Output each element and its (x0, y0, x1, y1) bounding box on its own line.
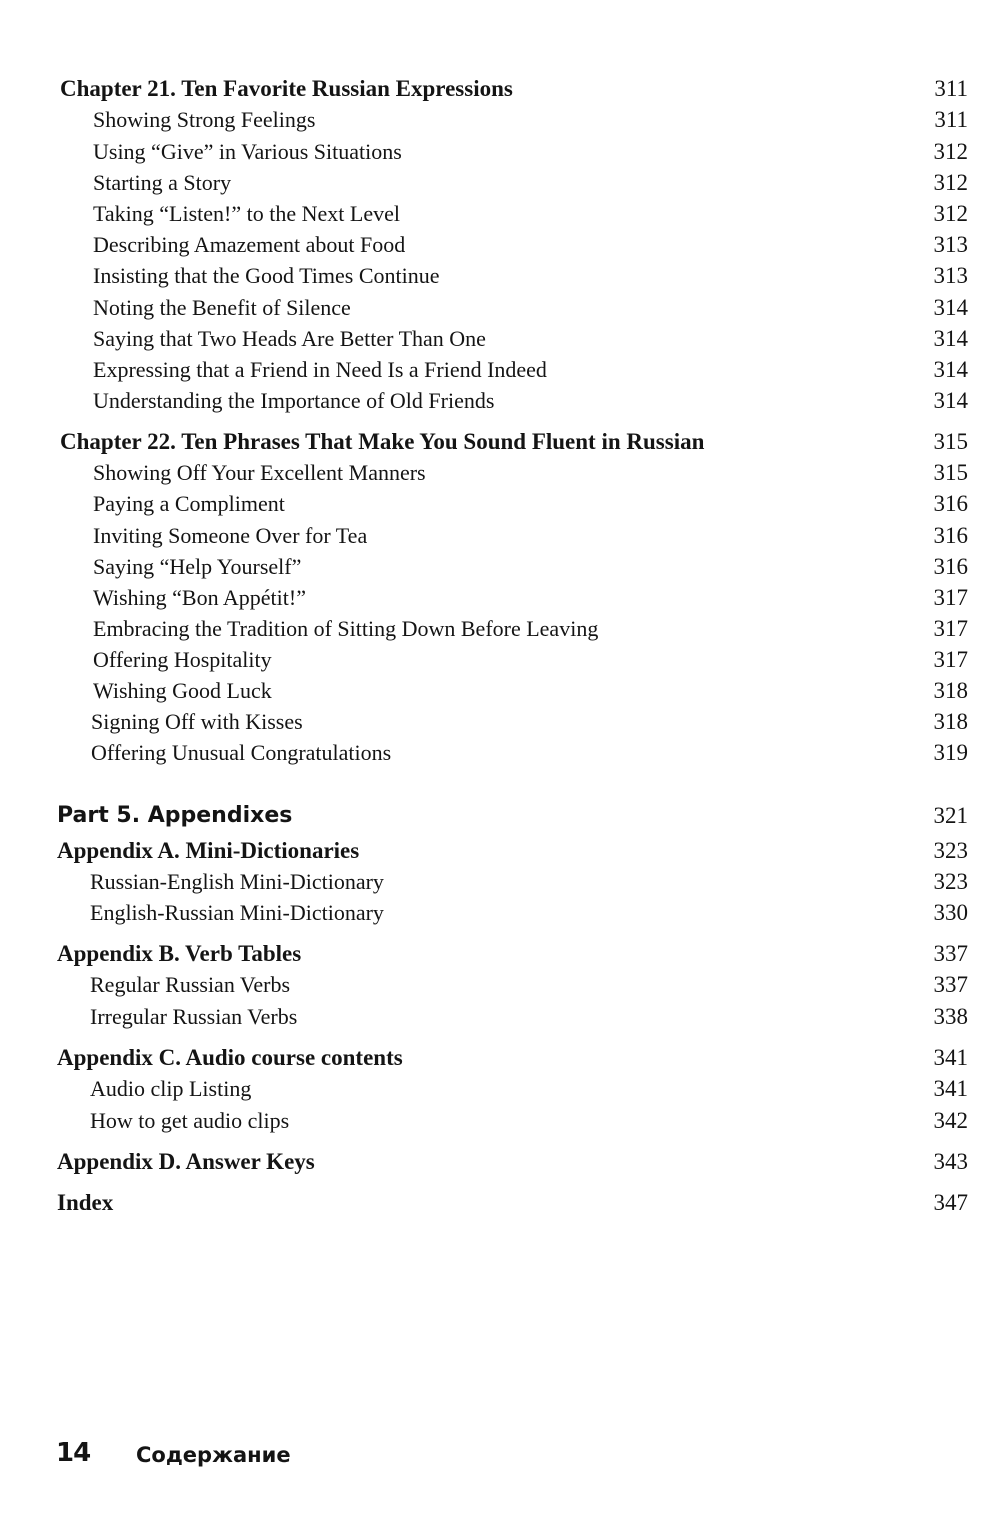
toc-section[interactable] (0, 1075, 1000, 1103)
toc-entry-title: Appendix A. Mini-Dictionaries (57, 838, 360, 863)
toc-entry-title: Part 5. Appendixes (57, 803, 293, 828)
toc-entry-title: Understanding the Importance of Old Friends (93, 388, 495, 413)
toc-entry-page: 341 (933, 1045, 968, 1070)
toc-entry-page: 317 (933, 647, 968, 672)
toc-entry-title: Taking “Listen!” to the Next Level (93, 201, 400, 226)
toc-section[interactable] (0, 459, 1000, 487)
toc-entry-title: Offering Hospitality (93, 647, 272, 672)
toc-appendix-b[interactable] (0, 940, 1000, 968)
toc-section[interactable] (0, 553, 1000, 581)
toc-section[interactable] (0, 739, 1000, 767)
toc-entry-title: Regular Russian Verbs (90, 972, 291, 997)
toc-appendix-d[interactable] (0, 1148, 1000, 1176)
toc-section[interactable] (0, 708, 1000, 736)
toc-entry-title: Signing Off with Kisses (91, 709, 303, 734)
toc-entry-page: 338 (933, 1004, 968, 1029)
toc-entry-page: 323 (933, 869, 968, 894)
toc-entry-title: Chapter 21. Ten Favorite Russian Expressions (60, 76, 513, 101)
toc-section[interactable] (0, 387, 1000, 415)
toc-entry-title: Appendix D. Answer Keys (57, 1149, 315, 1174)
toc-entry-page: 337 (933, 972, 968, 997)
toc-section[interactable] (0, 138, 1000, 166)
toc-section[interactable] (0, 971, 1000, 999)
toc-entry-page: 316 (933, 554, 968, 579)
toc-entry-page: 323 (933, 838, 968, 863)
toc-entry-title: Showing Off Your Excellent Manners (93, 460, 426, 485)
toc-entry-title: Offering Unusual Congratulations (91, 740, 392, 765)
toc-section[interactable] (0, 262, 1000, 290)
toc-section[interactable] (0, 522, 1000, 550)
toc-section[interactable] (0, 868, 1000, 896)
toc-entry-page: 315 (933, 429, 968, 454)
toc-entry-page: 317 (933, 585, 968, 610)
toc-entry-title: Showing Strong Feelings (93, 107, 316, 132)
toc-entry-page: 313 (933, 263, 968, 288)
running-title: Содержание (136, 1443, 291, 1467)
toc-entry-title: Starting a Story (93, 170, 232, 195)
toc-entry-page: 312 (933, 170, 968, 195)
toc-entry-title: Expressing that a Friend in Need Is a Friend Indeed (93, 357, 547, 382)
toc-appendix-c[interactable] (0, 1044, 1000, 1072)
toc-entry-title: Wishing Good Luck (93, 678, 272, 703)
toc-entry-page: 318 (933, 709, 968, 734)
toc-part-5[interactable] (0, 802, 1000, 830)
toc-entry-title: Chapter 22. Ten Phrases That Make You Sound Fluent in Russian (60, 429, 705, 454)
toc-entry-page: 314 (933, 295, 968, 320)
toc-entry-title: Insisting that the Good Times Continue (93, 263, 440, 288)
toc-entry-page: 312 (933, 139, 968, 164)
toc-entry-page: 321 (933, 803, 968, 828)
toc-section[interactable] (0, 1003, 1000, 1031)
toc-entry-title: Saying “Help Yourself” (93, 554, 302, 579)
toc-section[interactable] (0, 490, 1000, 518)
toc-entry-title: Embracing the Tradition of Sitting Down Before Leaving (93, 616, 599, 641)
toc-section[interactable] (0, 356, 1000, 384)
toc-section[interactable] (0, 677, 1000, 705)
toc-entry-title: Appendix B. Verb Tables (57, 941, 302, 966)
toc-entry-title: How to get audio clips (90, 1108, 290, 1133)
toc-chapter-22[interactable] (0, 428, 1000, 456)
toc-section[interactable] (0, 615, 1000, 643)
toc-entry-title: Noting the Benefit of Silence (93, 295, 351, 320)
toc-entry-page: 337 (933, 941, 968, 966)
toc-section[interactable] (0, 200, 1000, 228)
toc-section[interactable] (0, 294, 1000, 322)
toc-entry-page: 314 (933, 326, 968, 351)
toc-entry-page: 311 (934, 76, 968, 101)
toc-section[interactable] (0, 584, 1000, 612)
toc-index[interactable] (0, 1189, 1000, 1217)
toc-chapter-21[interactable] (0, 75, 1000, 103)
toc-entry-page: 347 (933, 1190, 968, 1215)
toc-entry-page: 341 (933, 1076, 968, 1101)
toc-entry-page: 314 (933, 357, 968, 382)
toc-section[interactable] (0, 325, 1000, 353)
toc-entry-title: Audio clip Listing (90, 1076, 252, 1101)
toc-entry-page: 315 (933, 460, 968, 485)
toc-section[interactable] (0, 1107, 1000, 1135)
toc-entry-title: Irregular Russian Verbs (90, 1004, 298, 1029)
toc-entry-page: 316 (933, 523, 968, 548)
toc-entry-page: 311 (934, 107, 968, 132)
toc-entry-page: 330 (933, 900, 968, 925)
toc-entry-title: Describing Amazement about Food (93, 232, 406, 257)
toc-entry-title: Appendix C. Audio course contents (57, 1045, 403, 1070)
toc-entry-page: 319 (933, 740, 968, 765)
toc-entry-title: Using “Give” in Various Situations (93, 139, 402, 164)
toc-entry-page: 318 (933, 678, 968, 703)
toc-section[interactable] (0, 169, 1000, 197)
toc-entry-page: 317 (933, 616, 968, 641)
toc-entry-title: English-Russian Mini-Dictionary (90, 900, 384, 925)
toc-entry-title: Wishing “Bon Appétit!” (93, 585, 306, 610)
toc-entry-page: 342 (933, 1108, 968, 1133)
toc-entry-page: 343 (933, 1149, 968, 1174)
toc-section[interactable] (0, 106, 1000, 134)
toc-entry-title: Index (57, 1190, 114, 1215)
toc-entry-page: 314 (933, 388, 968, 413)
toc-entry-title: Inviting Someone Over for Tea (93, 523, 368, 548)
toc-entry-title: Saying that Two Heads Are Better Than One (93, 326, 486, 351)
toc-entry-page: 316 (933, 491, 968, 516)
toc-appendix-a[interactable] (0, 837, 1000, 865)
page-number: 14 (56, 1438, 91, 1468)
toc-entry-page: 313 (933, 232, 968, 257)
toc-entry-title: Russian-English Mini-Dictionary (90, 869, 384, 894)
toc-section[interactable] (0, 646, 1000, 674)
toc-entry-title: Paying a Compliment (93, 491, 285, 516)
toc-section[interactable] (0, 899, 1000, 927)
toc-section[interactable] (0, 231, 1000, 259)
toc-entry-page: 312 (933, 201, 968, 226)
